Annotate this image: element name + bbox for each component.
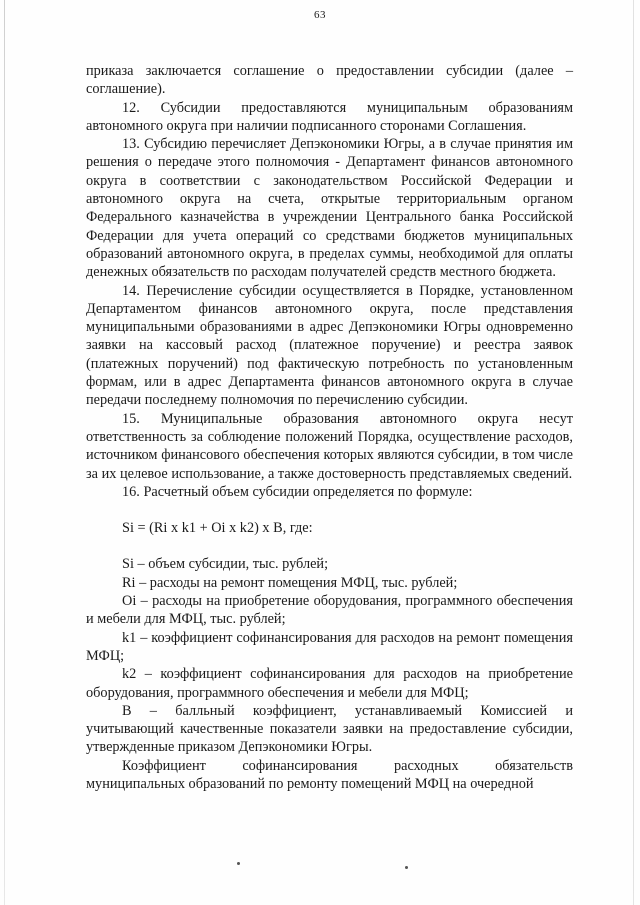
definition-k1: k1 – коэффициент софинансирования для расходов на ремонт помещения МФЦ; bbox=[86, 629, 573, 664]
definition-oi: Oi – расходы на приобретение оборудования, программного обеспечения и мебели для МФЦ, тыс. рублей; bbox=[86, 593, 573, 628]
body-text bbox=[86, 62, 573, 793]
paragraph-14: 14. Перечисление субсидии осуществляется в Порядке, установленном Департаментом финансов автономного округа, после представления муниципальными образованиями в адрес Депэкономики Югры одновременно заявки на кассовый расход (платежное поручение) и реестра заявок (платежных поручений) под фактическую потребность по установленным формам, или в адрес Департамента финансов автономного округа в случае передачи последнему полномочия по перечислению субсидии. bbox=[86, 282, 573, 409]
scan-dot bbox=[405, 866, 408, 869]
paragraph-continuation: приказа заключается соглашение о предоставлении субсидии (далее – соглашение). bbox=[86, 63, 573, 98]
formula: Si = (Ri x k1 + Oi x k2) x B, где: bbox=[122, 520, 313, 537]
page-number: 63 bbox=[314, 9, 326, 21]
scan-left-edge bbox=[4, 0, 5, 905]
definition-si: Si – объем субсидии, тыс. рублей; bbox=[122, 556, 329, 573]
paragraph-15: 15. Муниципальные образования автономного округа несут ответственность за соблюдение положений Порядка, осуществление расходов, источником финансового обеспечения которых являются субсидии, в том числе за их целевое использование, а также достоверность представляемых сведений. bbox=[86, 410, 573, 482]
definition-k2: k2 – коэффициент софинансирования для расходов на приобретение оборудования, программного обеспечения и мебели для МФЦ; bbox=[86, 666, 573, 701]
paragraph-16: 16. Расчетный объем субсидии определяется по формуле: bbox=[122, 483, 473, 500]
paragraph-13: 13. Субсидию перечисляет Депэкономики Югры, а в случае принятия им решения о передаче этого полномочия - Департамент финансов автономного округа в соответствии с законодательством Российской Федерации и автономного округа на счета, открытые территориальным органом Федерального казначейства в учреждении Центрального банка Российской Федерации для учета операций со средствами бюджетов муниципальных образований автономного округа, в пределах суммы, необходимой для оплаты денежных обязательств по расходам получателей средств местного бюджета. bbox=[86, 136, 573, 281]
scan-dot bbox=[237, 862, 240, 865]
definition-b: B – балльный коэффициент, устанавливаемый Комиссией и учитывающий качественные показатели заявки на предоставление субсидии, утвержденные приказом Депэкономики Югры. bbox=[86, 702, 573, 756]
paragraph-12: 12. Субсидии предоставляются муниципальным образованиям автономного округа при наличии подписанного сторонами Соглашения. bbox=[86, 99, 573, 134]
scan-right-edge bbox=[633, 0, 634, 905]
definition-ri: Ri – расходы на ремонт помещения МФЦ, тыс. рублей; bbox=[122, 574, 458, 591]
paragraph-cofinancing: Коэффициент софинансирования расходных обязательств муниципальных образований по ремонту помещений МФЦ на очередной bbox=[86, 757, 573, 792]
